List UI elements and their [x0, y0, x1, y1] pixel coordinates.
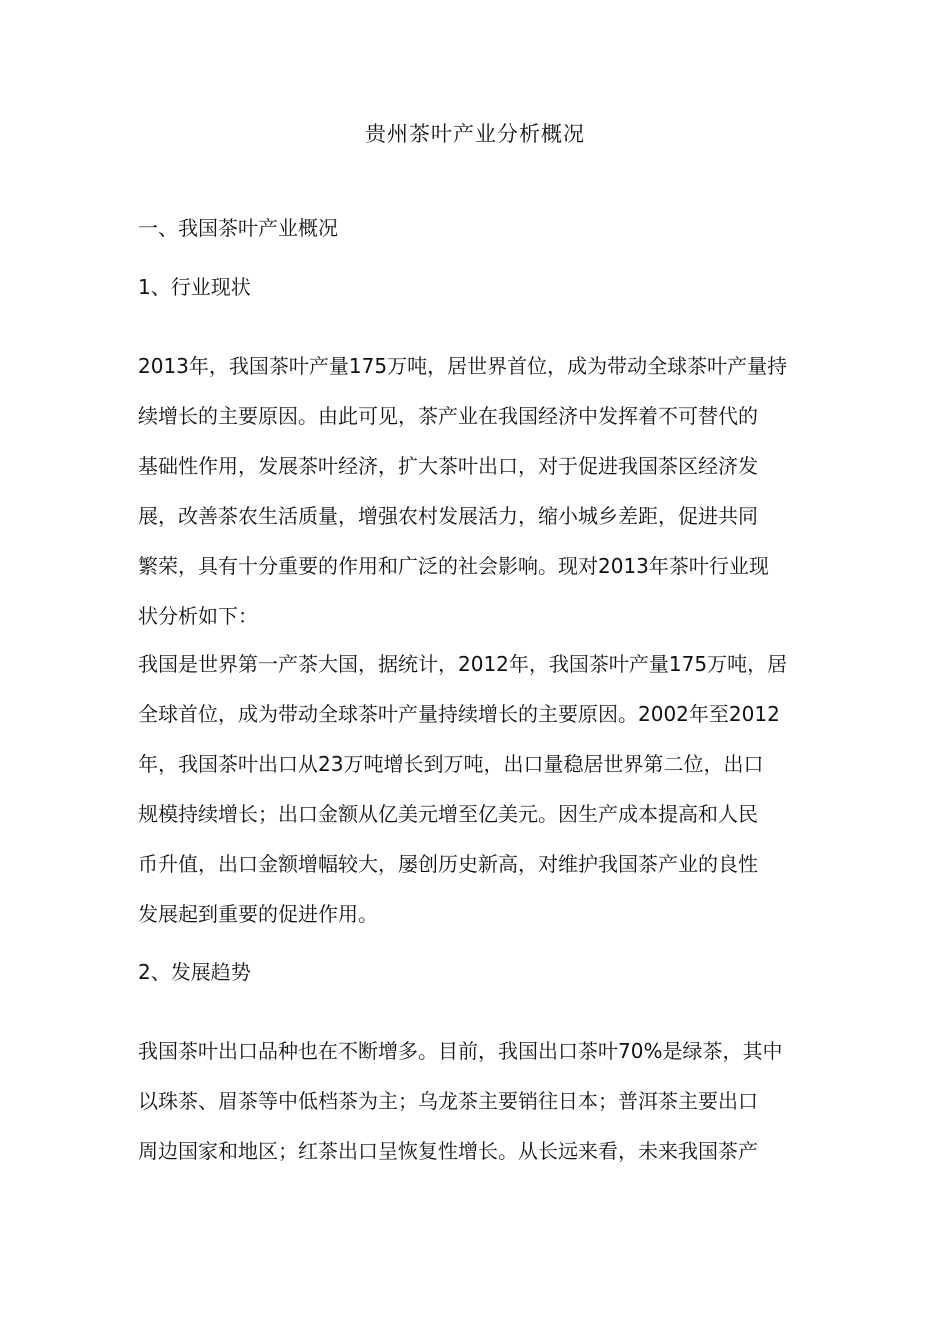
subsection-heading-2: 2、发展趋势 [138, 960, 251, 984]
paragraph-line: 续增长的主要原因。由此可见，茶产业在我国经济中发挥着不可替代的 [138, 404, 758, 428]
paragraph-line: 2013年，我国茶叶产量175万吨，居世界首位，成为带动全球茶叶产量持 [138, 354, 788, 378]
paragraph-line: 全球首位，成为带动全球茶叶产量持续增长的主要原因。2002年至2012 [138, 702, 780, 726]
paragraph-line: 规模持续增长；出口金额从亿美元增至亿美元。因生产成本提高和人民 [138, 802, 758, 826]
paragraph-line: 年，我国茶叶出口从23万吨增长到万吨，出口量稳居世界第二位，出口 [138, 752, 764, 776]
document-title: 贵州茶叶产业分析概况 [365, 122, 585, 146]
paragraph-line: 以珠茶、眉茶等中低档茶为主；乌龙茶主要销往日本；普洱茶主要出口 [138, 1089, 758, 1113]
paragraph-line: 繁荣，具有十分重要的作用和广泛的社会影响。现对2013年茶叶行业现 [138, 554, 769, 578]
paragraph-line: 基础性作用，发展茶叶经济，扩大茶叶出口，对于促进我国茶区经济发 [138, 454, 758, 478]
paragraph-line: 状分析如下： [138, 604, 258, 628]
paragraph-export-statistics [138, 648, 828, 948]
paragraph-line: 发展起到重要的促进作用。 [138, 902, 378, 926]
paragraph-line: 我国是世界第一产茶大国，据统计，2012年，我国茶叶产量175万吨，居 [138, 652, 788, 676]
paragraph-line: 币升值，出口金额增幅较大，屡创历史新高，对维护我国茶产业的良性 [138, 852, 758, 876]
section-heading-1: 一、我国茶叶产业概况 [138, 216, 338, 240]
paragraph-line: 周边国家和地区；红茶出口呈恢复性增长。从长远来看，未来我国茶产 [138, 1139, 758, 1163]
paragraph-line: 展，改善茶农生活质量，增强农村发展活力，缩小城乡差距，促进共同 [138, 504, 758, 528]
paragraph-development-trend [138, 1035, 828, 1185]
paragraph-line: 我国茶叶出口品种也在不断增多。目前，我国出口茶叶70%是绿茶，其中 [138, 1039, 783, 1063]
subsection-heading-1: 1、行业现状 [138, 275, 251, 299]
paragraph-industry-status [138, 350, 828, 650]
